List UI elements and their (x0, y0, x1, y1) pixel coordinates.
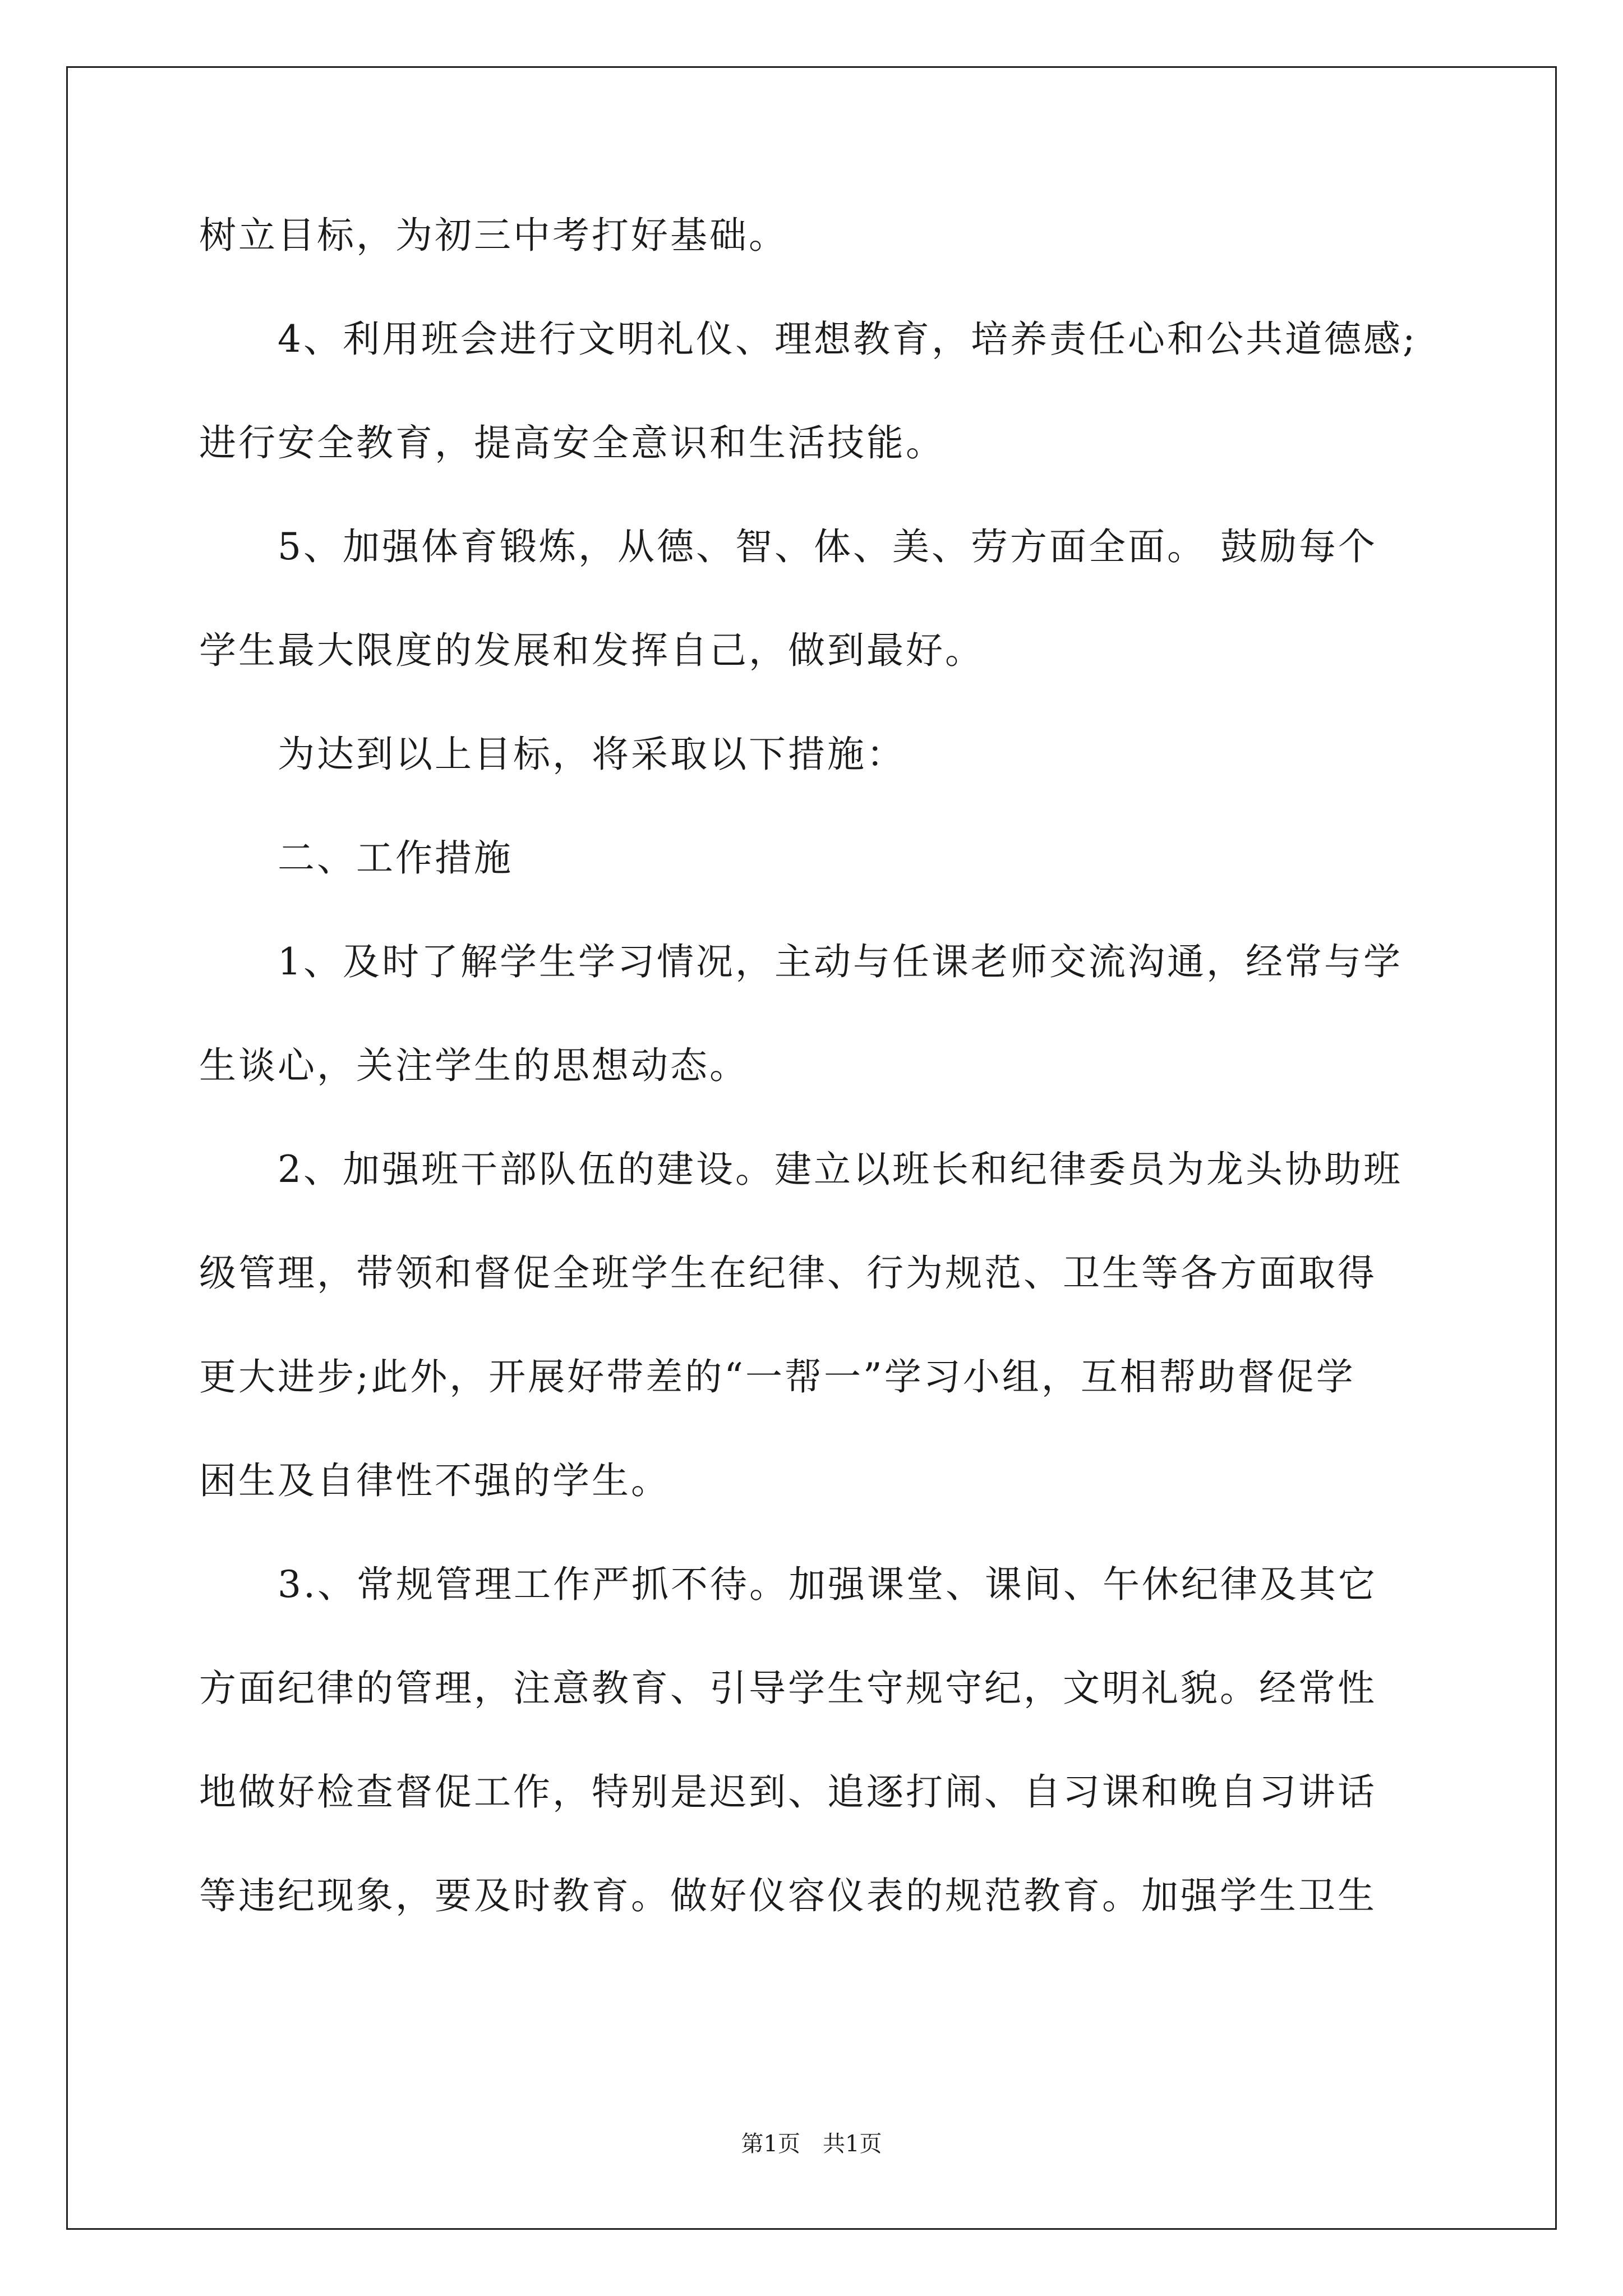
paragraph-line: 困生及自律性不强的学生。 (199, 1459, 670, 1502)
paragraph-line: 生谈心，关注学生的思想动态。 (199, 1044, 749, 1087)
paragraph-line: 更大进步;此外，开展好带差的“一帮一”学习小组，互相帮助督促学 (199, 1355, 1355, 1398)
paragraph-line: 进行安全教育，提高安全意识和生活技能。 (199, 421, 945, 464)
document-body (199, 208, 1433, 1972)
paragraph-line: 5、加强体育锻炼，从德、智、体、美、劳方面全面。 鼓励每个 (199, 525, 1377, 568)
paragraph-line: 方面纪律的管理，注意教育、引导学生守规守纪，文明礼貌。经常性 (199, 1667, 1377, 1710)
paragraph-line: 树立目标，为初三中考打好基础。 (199, 214, 788, 257)
paragraph-line: 等违纪现象，要及时教育。做好仪容仪表的规范教育。加强学生卫生 (199, 1874, 1377, 1917)
section-heading: 二、工作措施 (199, 836, 513, 880)
paragraph-line: 2、加强班干部队伍的建设。建立以班长和纪律委员为龙头协助班 (199, 1148, 1403, 1191)
paragraph-line: 1、及时了解学生学习情况，主动与任课老师交流沟通，经常与学 (199, 940, 1403, 983)
paragraph-line: 级管理，带领和督促全班学生在纪律、行为规范、卫生等各方面取得 (199, 1251, 1377, 1295)
paragraph-line: 学生最大限度的发展和发挥自己，做到最好。 (199, 629, 984, 672)
paragraph-line: 地做好检查督促工作，特别是迟到、追逐打闹、自习课和晚自习讲话 (199, 1770, 1377, 1814)
paragraph-line: 4、利用班会进行文明礼仪、理想教育，培养责任心和公共道德感; (199, 318, 1418, 361)
page-number-footer: 第1页 共1页 (741, 2131, 882, 2157)
paragraph-line: 3.、常规管理工作严抓不待。加强课堂、课间、午休纪律及其它 (199, 1563, 1377, 1606)
paragraph-line: 为达到以上目标，将采取以下措施： (199, 733, 906, 776)
